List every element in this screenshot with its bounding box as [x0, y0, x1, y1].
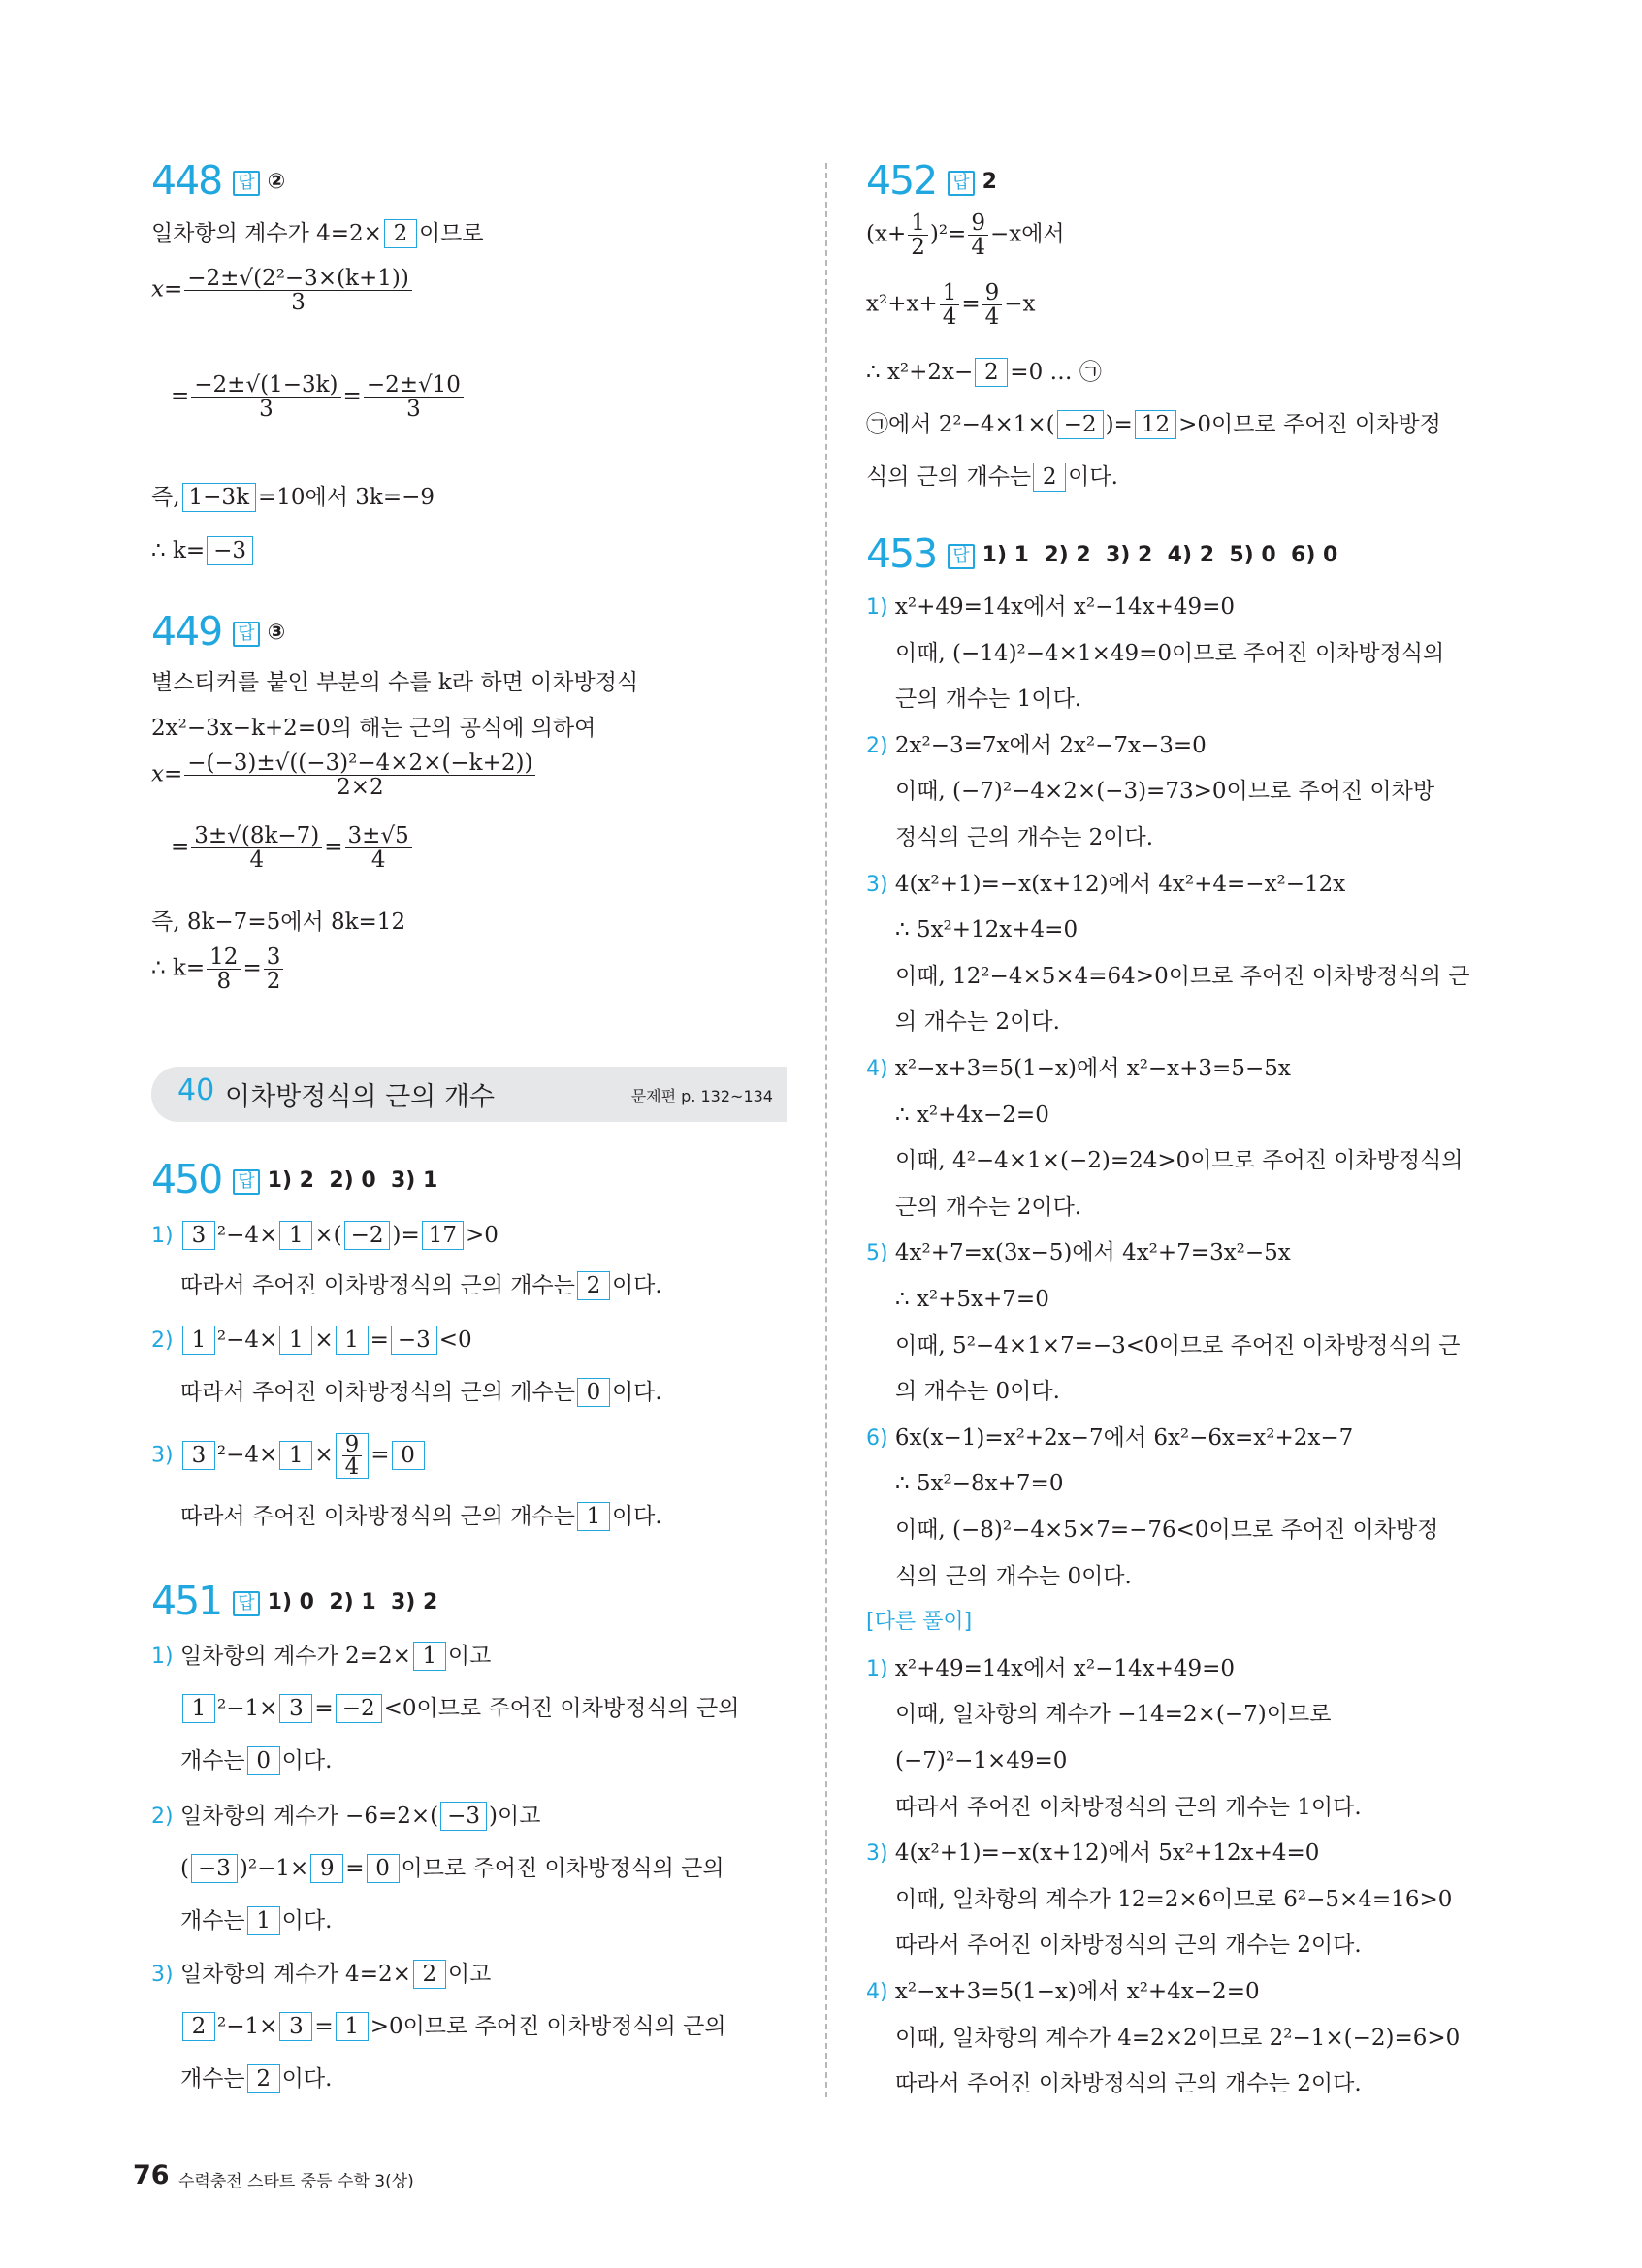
- solution-line: 의 개수는 2이다.: [895, 1009, 1060, 1036]
- problem-451-sub1-calc: 1 ²−1× 3 = −2 <0이므로 주어진 이차방정식의 근의: [180, 1693, 739, 1724]
- problem-452-line1: (x+ $\frac{1}{2}$ )²= $\frac{9}{4}$ −x에서: [866, 210, 1065, 260]
- solution-line: 1) x²+49=14x에서 x²−14x+49=0: [866, 1655, 1236, 1681]
- solution-line: 식의 근의 개수는 0이다.: [895, 1563, 1132, 1589]
- solution-line: 5) 4x²+7=x(3x−5)에서 4x²+7=3x²−5x: [866, 1240, 1291, 1266]
- solution-line: 이때, 5²−4×1×7=−3<0이므로 주어진 이차방정식의 근: [895, 1332, 1461, 1358]
- answer-tag: 답: [233, 1169, 259, 1195]
- answer-tag: 답: [233, 622, 259, 647]
- answer-text: ②: [267, 170, 286, 194]
- section-header: [151, 1067, 787, 1122]
- section-title: 이차방정식의 근의 개수: [225, 1082, 495, 1112]
- problem-449-line5: 즉, 8k−7=5에서 8k=12: [151, 910, 406, 935]
- solution-line: 4) x²−x+3=5(1−x)에서 x²+4x−2=0: [866, 1979, 1260, 2004]
- problem-number: 453: [866, 530, 937, 577]
- solution-line: 4) x²−x+3=5(1−x)에서 x²−x+3=5−5x: [866, 1056, 1291, 1081]
- problem-number: 451: [151, 1578, 222, 1624]
- solution-line: 2) 2x²−3=7x에서 2x²−7x−3=0: [866, 732, 1207, 758]
- problem-451-sub1: 1) 일차항의 계수가 2=2× 1 이고: [151, 1644, 492, 1669]
- problem-449-header: [151, 608, 286, 655]
- solution-line: 3) 4(x²+1)=−x(x+12)에서 4x²+4=−x²−12x: [866, 871, 1346, 897]
- solution-line: 근의 개수는 2이다.: [895, 1194, 1082, 1220]
- problem-451-sub3-calc: 2 ²−1× 3 = 1 >0이므로 주어진 이차방정식의 근의: [180, 2011, 726, 2042]
- problem-450-sub2: 2) 1 ²−4× 1 × 1 = −3 <0: [151, 1327, 472, 1353]
- problem-number: 448: [151, 157, 222, 204]
- solution-line: ∴ 5x²+12x+4=0: [895, 917, 1079, 943]
- solution-line: 따라서 주어진 이차방정식의 근의 개수는 2이다.: [895, 1933, 1362, 1959]
- problem-448-line1: 일차항의 계수가 4=2× 2 이므로: [151, 221, 484, 246]
- problem-450-sub3-conclusion: 따라서 주어진 이차방정식의 근의 개수는 1 이다.: [180, 1504, 662, 1529]
- solution-line: 정식의 근의 개수는 2이다.: [895, 825, 1154, 850]
- solution-line: ∴ 5x²−8x+7=0: [895, 1471, 1064, 1497]
- solution-line: 이때, 일차항의 계수가 12=2×6이므로 6²−5×4=16>0: [895, 1886, 1453, 1912]
- problem-448-eq2: = $\frac{-2\pm√(1-3k)}{3}$ = $\frac{-2\pm√10}{3}$: [171, 373, 466, 421]
- problem-450-sub2-conclusion: 따라서 주어진 이차방정식의 근의 개수는 0 이다.: [180, 1380, 662, 1405]
- problem-453-header: 453 답 1) 1 2) 2 3) 2 4) 2 5) 0 6) 0: [866, 530, 1338, 577]
- solution-line: 6) 6x(x−1)=x²+2x−7에서 6x²−6x=x²+2x−7: [866, 1424, 1354, 1451]
- answer-tag: 답: [948, 544, 974, 569]
- problem-451-sub2: 2) 일차항의 계수가 −6=2×( −3 )이고: [151, 1804, 541, 1829]
- page-number: 76: [133, 2160, 170, 2190]
- solution-line: ∴ x²+4x−2=0: [895, 1102, 1049, 1128]
- book-title: 수력충전 스타트 중등 수학 3(상): [178, 2172, 414, 2191]
- problem-451-header: 451 답 1) 0 2) 1 3) 2: [151, 1578, 438, 1624]
- problem-449-line6: ∴ k= $\frac{12}{8}$ = $\frac{3}{2}$: [151, 945, 285, 993]
- solution-line: 이때, (−14)²−4×1×49=0이므로 주어진 이차방정식의: [895, 640, 1445, 666]
- solution-line: 따라서 주어진 이차방정식의 근의 개수는 1이다.: [895, 1794, 1362, 1820]
- solution-line: 이때, 일차항의 계수가 4=2×2이므로 2²−1×(−2)=6>0: [895, 2025, 1461, 2051]
- problem-448-header: [151, 157, 286, 204]
- section-number: 40: [177, 1073, 215, 1107]
- alternative-solution-title: [다른 풀이]: [866, 1610, 973, 1635]
- problem-448-line5: ∴ k= −3: [151, 535, 255, 566]
- problem-451-sub3: 3) 일차항의 계수가 4=2× 2 이고: [151, 1962, 492, 1987]
- problem-number: 452: [866, 157, 937, 204]
- solution-line: 1) x²+49=14x에서 x²−14x+49=0: [866, 594, 1236, 620]
- problem-452-header: [866, 157, 997, 204]
- problem-number: 450: [151, 1156, 222, 1202]
- problem-450-sub3: 3) 3 ²−4× 1 × $\frac{9}{4}$ = 0: [151, 1433, 427, 1479]
- answer-text: 2: [982, 170, 997, 194]
- problem-451-sub3-conclusion: 개수는 2 이다.: [180, 2066, 333, 2092]
- problem-number: 449: [151, 608, 222, 655]
- problem-450-header: 450 답 1) 2 2) 0 3) 1: [151, 1156, 438, 1202]
- problem-448-eq1: x= $\frac{\text{−2±√(2²−3×(k+1))}}{3}$: [151, 267, 414, 314]
- solution-line: 이때, (−8)²−4×5×7=−76<0이므로 주어진 이차방정: [895, 1517, 1439, 1543]
- problem-450-sub1-conclusion: 따라서 주어진 이차방정식의 근의 개수는 2 이다.: [180, 1273, 662, 1298]
- problem-449-eq2: = $\frac{3\pm√(8k-7)}{4}$ = $\frac{3\pm√5}{4}$: [171, 824, 414, 872]
- solution-line: 3) 4(x²+1)=−x(x+12)에서 5x²+12x+4=0: [866, 1840, 1320, 1867]
- solution-line: 이때, 12²−4×5×4=64>0이므로 주어진 이차방정식의 근: [895, 963, 1470, 989]
- answer-tag: 답: [948, 171, 974, 196]
- solution-line: 의 개수는 0이다.: [895, 1379, 1060, 1405]
- problem-448-line4: 즉, 1−3k =10에서 3k=−9: [151, 485, 435, 510]
- problem-450-sub1: 1) 3 ²−4× 1 ×( −2 )= 17 >0: [151, 1223, 499, 1248]
- problem-449-line2: 2x²−3x−k+2=0의 해는 근의 공식에 의하여: [151, 716, 596, 741]
- problem-449-line1: 별스티커를 붙인 부분의 수를 k라 하면 이차방정식: [151, 670, 639, 695]
- section-reference: 문제편 p. 132~134: [630, 1087, 773, 1105]
- solution-line: 이때, (−7)²−4×2×(−3)=73>0이므로 주어진 이차방: [895, 779, 1435, 805]
- column-divider: [825, 163, 827, 2097]
- problem-451-sub1-conclusion: 개수는 0 이다.: [180, 1748, 333, 1773]
- solution-line: (−7)²−1×49=0: [895, 1748, 1068, 1773]
- problem-452-line3: ∴ x²+2x− 2 =0 … ㉠: [866, 360, 1102, 385]
- answer-tag: 답: [233, 1591, 259, 1616]
- problem-451-sub2-conclusion: 개수는 1 이다.: [180, 1908, 333, 1933]
- problem-452-line2: x²+x+ $\frac{1}{4}$ = $\frac{9}{4}$ −x: [866, 280, 1036, 330]
- problem-449-eq1: x= $\frac{\text{−(−3)±√((−3)²−4×2×(−k+2))}}{2\times 2}$: [151, 751, 537, 799]
- problem-452-line5: 식의 근의 개수는 2 이다.: [866, 464, 1118, 490]
- solution-line: ∴ x²+5x+7=0: [895, 1287, 1049, 1312]
- answer-tag: 답: [233, 171, 259, 196]
- problem-452-line4: ㉠에서 2²−4×1×( −2 )= 12 >0이므로 주어진 이차방정: [866, 412, 1441, 437]
- solution-line: 이때, 일차항의 계수가 −14=2×(−7)이므로: [895, 1702, 1332, 1728]
- solution-line: 이때, 4²−4×1×(−2)=24>0이므로 주어진 이차방정식의: [895, 1148, 1464, 1174]
- solution-line: 근의 개수는 1이다.: [895, 687, 1082, 713]
- problem-451-sub2-calc: ( −3 )²−1× 9 = 0 이므로 주어진 이차방정식의 근의: [180, 1856, 724, 1881]
- solution-line: 따라서 주어진 이차방정식의 근의 개수는 2이다.: [895, 2071, 1362, 2097]
- answer-text: ③: [267, 621, 286, 645]
